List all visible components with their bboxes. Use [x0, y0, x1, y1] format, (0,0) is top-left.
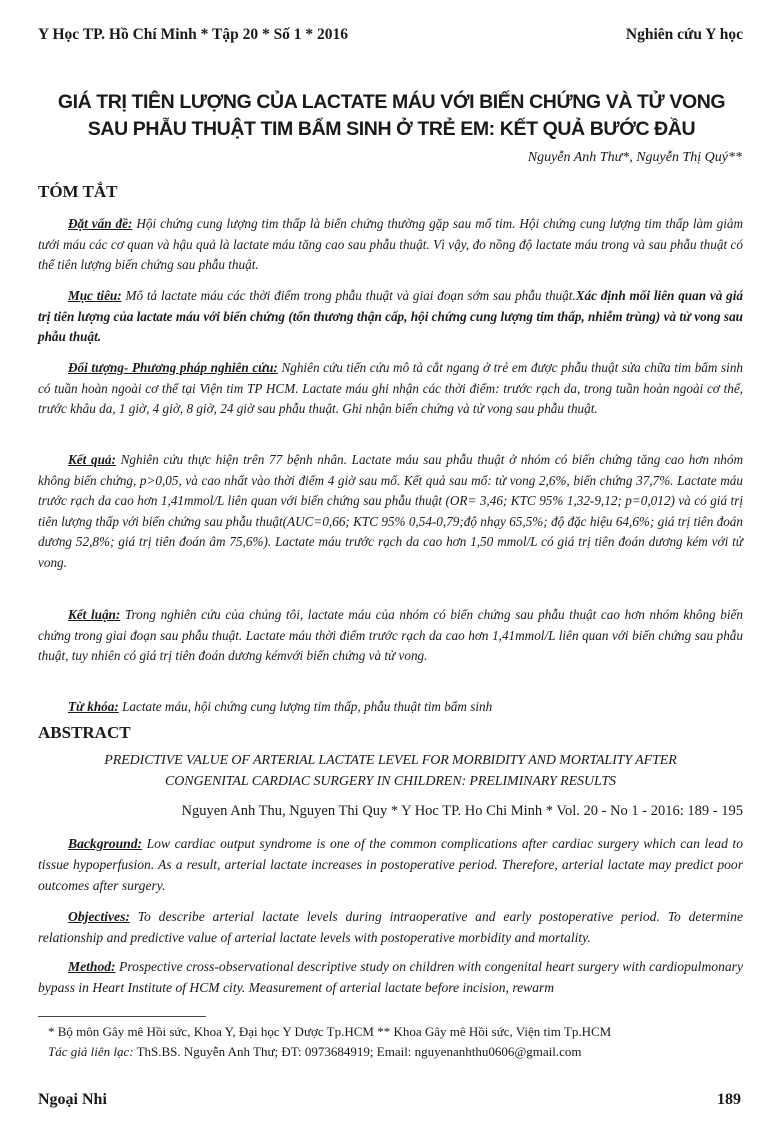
summary-keywords-label: Từ khóa: [68, 699, 119, 714]
summary-background [38, 214, 743, 276]
summary-objective-text: Mô tả lactate máu các thời điểm trong phẫu thuật và giai đoạn sớm sau phẫu thuật. [121, 288, 576, 303]
abstract-objectives [38, 906, 743, 948]
title-line-1: GIÁ TRỊ TIÊN LƯỢNG CỦA LACTATE MÁU VỚI BIẾN CHỨNG VÀ TỬ VONG [57, 91, 726, 113]
summary-objective [38, 286, 743, 348]
abstract-method-text: Prospective cross-observational descriptive study on children with congenital heart surgery with cardiopulmonary bypass in Heart Institute of HCM city. Measurement of arterial lactate before incision, rewarm [38, 959, 743, 995]
abstract-objectives-label: Objectives: [68, 909, 130, 924]
summary-keywords [38, 697, 743, 718]
journal-header: Y Học TP. Hồ Chí Minh * Tập 20 * Số 1 * 2016 [38, 26, 349, 43]
summary-objective-label: Mục tiêu: [68, 288, 122, 303]
authors: Nguyễn Anh Thư*, Nguyễn Thị Quý** [527, 150, 742, 165]
title-line-2: SAU PHẪU THUẬT TIM BẨM SINH Ở TRẺ EM: KẾT QUẢ BƯỚC ĐẦU [87, 118, 696, 140]
summary-method-label: Đối tượng- Phương pháp nghiên cứu: [68, 360, 278, 375]
abstract-method-label: Method: [68, 959, 116, 974]
paper-title [30, 89, 753, 143]
abstract-method [38, 956, 743, 998]
summary-result [38, 450, 743, 573]
abstract-background [38, 833, 743, 896]
abstract-background-label: Background: [68, 836, 143, 851]
summary-result-text: Nghiên cứu thực hiện trên 77 bệnh nhân. Lactate máu sau phẫu thuật ở nhóm có biến chứng tăng cao hơn nhóm không biến chứng, p>0,05, và cao nhất vào thời điểm 4 giờ sau mổ. Kết quả sau mổ: tử vong 2,6%, biến chứng 37,7%. Lactate máu trước rạch da cao hơn 1,41mmol/L liên quan với biến chứng sau phẫu thuật (OR= 3,46; KTC 95% 1,32-9,12; p=0,012) và có giá trị tiên lượng thấp với biến chứng sau phẫu thuật(AUC=0,66; KTC 95% 0,54-0,79;độ nhạy 65,5%; độ đặc hiệu 64,6%; giá trị tiên đoán dương 52,8%; giá trị tiên đoán âm 75,6%). Lactate máu trước rạch da cao hơn 1,50 mmol/L có giá trị tiên đoán dương kém với tử vong. [38, 452, 743, 570]
abstract-title-line-2: CONGENITAL CARDIAC SURGERY IN CHILDREN: PRELIMINARY RESULTS [165, 773, 616, 789]
summary-conclusion-label: Kết luận: [68, 607, 121, 622]
summary-background-label: Đặt vấn đề: [68, 216, 133, 231]
summary-conclusion [38, 605, 743, 667]
abstract-title-line-1: PREDICTIVE VALUE OF ARTERIAL LACTATE LEVEL FOR MORBIDITY AND MORTALITY AFTER [104, 753, 677, 768]
summary-heading: TÓM TẮT [38, 182, 118, 201]
page-number: 189 [717, 1091, 741, 1108]
summary-conclusion-text: Trong nghiên cứu của chúng tôi, lactate máu của nhóm có biến chứng sau phẫu thuật cao hơn nhóm không biến chứng trong giai đoạn sau phẫu thuật. Lactate máu thời điểm trước rạch da cao hơn 1,41mmol/L liên quan với biến chứng sau phẫu thuật, tuy nhiên có giá trị tiên đoán dương kémvới biến chứng và tử vong. [38, 607, 743, 663]
footnote-affiliation: * Bộ môn Gây mê Hồi sức, Khoa Y, Đại học Y Dược Tp.HCM ** Khoa Gây mê Hồi sức, Viện tim Tp.HCM [48, 1024, 612, 1039]
summary-keywords-text: Lactate máu, hội chứng cung lượng tim thấp, phẫu thuật tim bẩm sinh [118, 699, 493, 714]
footnote-contact-label: Tác giả liên lạc: [48, 1044, 134, 1059]
summary-background-text: Hội chứng cung lượng tim thấp là biến chứng thường gặp sau mổ tim. Hội chứng cung lượng tim thấp làm giảm tưới máu các cơ quan và hậu quả là lactate máu tăng cao sau phẫu thuật. Vì vậy, đo nồng độ lactate máu trong và sau phẫu thuật có thể tiên lượng biến chứng sau phẫu thuật. [38, 216, 744, 272]
summary-method-text: Nghiên cứu tiến cứu mô tả cắt ngang ở trẻ em được phẫu thuật sửa chữa tim bẩm sinh có tuần hoàn ngoài cơ thể tại Viện tim TP HCM. Lactate máu ghi nhận các thời điểm: trước rạch da, trong tuần hoàn ngoài cơ thể, trước khâu da, 1 giờ, 4 giờ, 8 giờ, 24 giờ sau phẫu thuật. Ghi nhận biến chứng và tử vong sau phẫu thuật. [38, 360, 744, 416]
abstract-title [38, 751, 743, 792]
abstract-background-text: Low cardiac output syndrome is one of the common complications after cardiac surgery which can lead to tissue hypoperfusion. As a result, arterial lactate increases in postoperative period. Therefore, arterial lactate may predict poor outcomes after surgery. [38, 836, 743, 893]
summary-objective-bold: Xác định mối liên quan và giá trị tiên lượng của lactate máu với biến chứng (tổn thương thận cấp, hội chứng cung lượng tim thấp, nhiễm trùng) và tử vong sau phẫu thuật. [38, 288, 744, 344]
footnote-contact [38, 1042, 743, 1062]
abstract-objectives-text: To describe arterial lactate levels during intraoperative and early postoperative period. To determine relationship and predictive value of arterial lactate levels with postoperative morbidity and mortality. [38, 909, 743, 945]
footnote-contact-text: ThS.BS. Nguyễn Anh Thư; ĐT: 0973684919; Email: nguyenanhthu0606@gmail.com [133, 1044, 582, 1059]
abstract-heading: ABSTRACT [38, 723, 131, 742]
citation: Nguyen Anh Thu, Nguyen Thi Quy * Y Hoc TP. Ho Chi Minh * Vol. 20 - No 1 - 2016: 189 - 195 [181, 803, 743, 819]
footer-section: Ngoại Nhi [38, 1091, 107, 1108]
section-header: Nghiên cứu Y học [625, 26, 743, 43]
summary-result-label: Kết quả: [68, 452, 116, 467]
summary-method [38, 358, 743, 420]
footnote-divider [38, 1016, 206, 1017]
